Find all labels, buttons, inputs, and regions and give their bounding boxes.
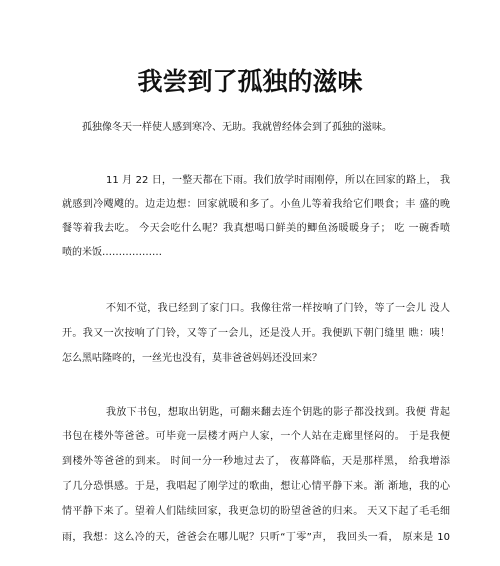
paragraph-3-line-3: 怎么黑咕隆咚的，一丝光也没有，莫非爸爸妈妈还没回来？	[62, 353, 322, 364]
document-title: 我尝到了孤独的滋味	[137, 67, 363, 96]
paragraph-2-line-1: 11 月 22 日，一整天都在下雨。我们放学时雨刚停，所以在回家的路上， 我	[106, 175, 450, 186]
paragraph-2-line-3: 餐等着我去吃。 今天会吃什么呢？我真想喝口鲜美的鲫鱼汤暖暖身子； 吃 一碗香喷	[62, 223, 450, 234]
paragraph-4-line-1: 我放下书包，想取出钥匙，可翻来翻去连个钥匙的影子都没找到。我便 背起	[106, 407, 450, 418]
paragraph-4-line-6: 雨，我想：这么冷的天，爸爸会在哪儿呢？只听“丁零”声， 我回头一看， 原来是 10	[62, 532, 450, 543]
paragraph-3-line-2: 开。我又一次按响了门铃，又等了一会儿，还是没人开。我便趴下朝门缝里 瞧：咦！	[62, 328, 450, 339]
paragraph-2-line-4: 喷的米饭………………	[62, 247, 162, 258]
paragraph-4-line-4: 了几分恐惧感。于是，我唱起了刚学过的歌曲，想让心情平静下来。渐 渐地，我的心	[62, 481, 450, 492]
paragraph-2-line-2: 就感到冷飕飕的。边走边想：回家就暖和多了。小鱼儿等着我给它们喂食；丰 盛的晚	[62, 199, 450, 210]
paragraph-4-line-2: 书包在楼外等爸爸。可毕竟一层楼才两户人家，一个人站在走廊里怪闷的。 于是我便	[62, 431, 450, 442]
paragraph-3-line-1: 不知不觉，我已经到了家门口。我像往常一样按响了门铃，等了一会儿 没人	[106, 303, 450, 314]
paragraph-4-line-5: 情平静下来了。望着人们陆续回家，我更急切的盼望爸爸的归来。 天又下起了毛毛细	[62, 506, 450, 517]
paragraph-1-line-1: 孤独像冬天一样使人感到寒冷、无助。我就曾经体会到了孤独的滋味。	[82, 122, 392, 133]
paragraph-4-line-3: 到楼外等爸爸的到来。 时间一分一秒地过去了， 夜幕降临，天是那样黑， 给我增添	[62, 456, 450, 467]
